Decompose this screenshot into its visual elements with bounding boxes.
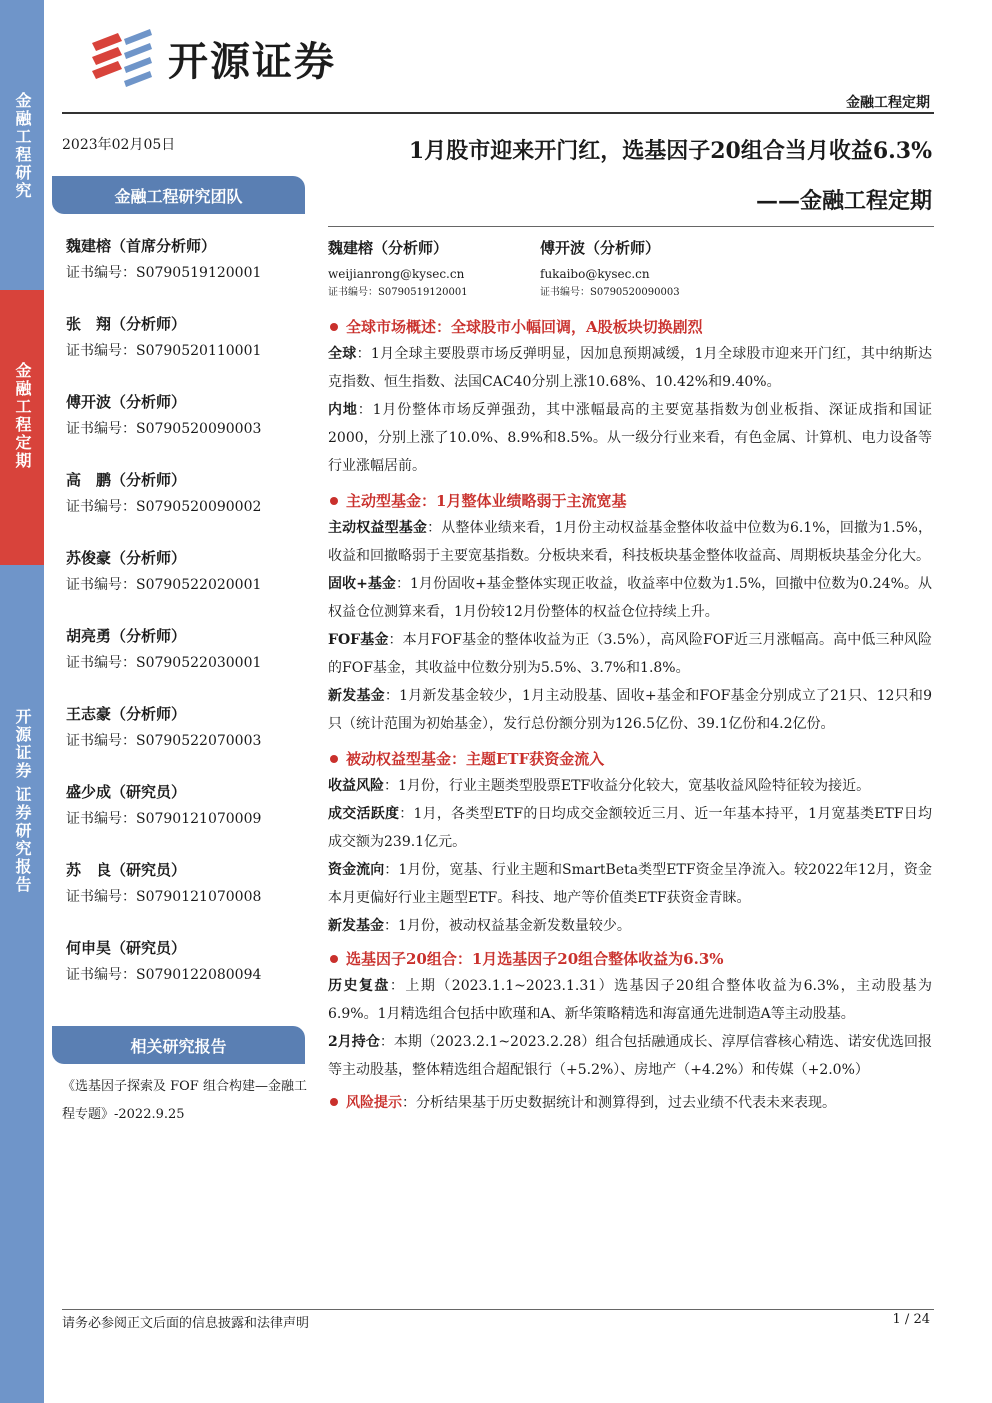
section-heading [328,946,932,972]
team-list [66,236,306,1016]
paragraph [328,340,932,396]
paragraph [328,912,932,940]
bullet-icon [330,497,338,505]
bullet-icon [330,955,338,963]
team-member-name: 王志豪（分析师） [66,705,187,723]
paragraph [328,772,932,800]
paragraph [328,800,932,856]
paragraph-text: ：1月新发基金较少，1月主动股基、固收+基金和FOF基金分别成立了21只、12只和9只（统计范围为初始基金），发行总份额分别为126.5亿份、39.1亿份和4.2亿份。 [328,688,932,732]
team-banner [52,176,305,214]
logo-icon [88,29,154,87]
header-tag: 金融工程定期 [846,95,930,111]
strip-label-bottom [0,708,44,894]
report-title: 1月股市迎来开门红，选基因子20组合当月收益6.3% [408,138,932,164]
analyst-cert: 证书编号：S0790520090003 [540,287,680,298]
risk-warning [328,1090,932,1116]
team-member [66,470,306,548]
team-member-name: 高 鹏（分析师） [66,471,187,489]
team-member [66,938,306,1016]
title-divider [328,226,934,227]
team-member-name: 胡亮勇（分析师） [66,627,187,645]
team-member [66,782,306,860]
team-member-name: 何申昊（研究员） [66,939,187,957]
team-member [66,314,306,392]
analyst-email[interactable]: fukaibo@kysec.cn [540,267,650,281]
paragraph [328,570,932,626]
team-member [66,704,306,782]
strip-bottom-text-2: 证券研究报告 [13,786,32,894]
paragraph-label: 内地 [328,402,358,418]
paragraph [328,514,932,570]
team-member [66,236,306,314]
strip-label-mid [0,362,44,470]
section-heading-text: 被动权益型基金：主题ETF获资金流入 [346,750,605,768]
section-heading-text: 主动型基金：1月整体业绩略弱于主流宽基 [346,492,627,510]
paragraph-label: FOF基金 [328,632,389,648]
brand-logo [88,28,336,88]
paragraph-label: 新发基金 [328,918,384,934]
paragraph [328,972,932,1028]
strip-mid-text: 金融工程定期 [13,362,32,470]
team-member-name: 苏 良（研究员） [66,861,187,879]
analyst-name: 傅开波（分析师） [540,239,661,257]
paragraph-text: ：1月，各类型ETF的日均成交金额较近三月、近一年基本持平，1月宽基类ETF日均成交额为239.1亿元。 [328,806,933,850]
paragraph-text: ：上期（2023.1.1~2023.1.31）选基因子20组合整体收益为6.3%，主动股基为6.9%。1月精选组合包括中欧瑾和A、新华策略精选和海富通先进制造A等主动股基。 [328,978,932,1022]
paragraph-text: ：1月全球主要股票市场反弹明显，因加息预期减缓，1月全球股市迎来开门红，其中纳斯达克指数、恒生指数、法国CAC40分别上涨10.68%、10.42%和9.40%。 [328,346,933,390]
related-banner [52,1026,305,1064]
team-member-cert: 证书编号：S0790520090003 [66,421,262,437]
team-member-cert: 证书编号：S0790519120001 [66,265,262,281]
paragraph-text: ：本月FOF基金的整体收益为正（3.5%），高风险FOF近三月涨幅高。高中低三种风险的FOF基金，其收益中位数分别为5.5%、3.7%和1.8%。 [328,632,932,676]
team-member [66,860,306,938]
paragraph [328,626,932,682]
section-heading-text: 选基因子20组合：1月选基因子20组合整体收益为6.3% [346,950,724,968]
section-heading-text: 全球市场概述：全球股市小幅回调，A股板块切换剧烈 [346,318,703,336]
related-report-link[interactable]: 《选基因子探索及 FOF 组合构建—金融工程专题》-2022.9.25 [62,1079,307,1122]
paragraph-text: ：1月份，行业主题类型股票ETF收益分化较大，宽基收益风险特征较为接近。 [384,778,871,794]
team-member-cert: 证书编号：S0790122080094 [66,967,262,983]
analyst-card [540,236,760,300]
section-heading [328,746,932,772]
analyst-cert: 证书编号：S0790519120001 [328,287,468,298]
brand-name: 开源证券 [168,38,336,85]
paragraph-text: ：1月份，宽基、行业主题和SmartBeta类型ETF资金呈净流入。较2022年12月，资金本月更偏好行业主题型ETF。科技、地产等价值类ETF获资金青睐。 [328,862,932,906]
analyst-name: 魏建榕（分析师） [328,239,449,257]
team-banner-title: 金融工程研究团队 [114,186,243,206]
paragraph [328,682,932,738]
team-member-cert: 证书编号：S0790522030001 [66,655,262,671]
bullet-icon [330,1098,338,1106]
paragraph-label: 固收+基金 [328,576,396,592]
team-member [66,392,306,470]
team-member [66,626,306,704]
team-member-cert: 证书编号：S0790520110001 [66,343,262,359]
related-banner-title: 相关研究报告 [130,1036,227,1056]
team-member [66,548,306,626]
report-date: 2023年02月05日 [62,137,176,153]
report-subtitle: ——金融工程定期 [755,188,932,214]
section-heading [328,314,932,340]
brand-logo-mark [88,29,154,87]
paragraph-text: ：1月份，被动权益基金新发数量较少。 [384,918,631,934]
strip-bottom-text-1: 开源证券 [13,708,32,780]
paragraph-label: 2月持仓 [328,1034,380,1050]
risk-label: 风险提示 [346,1095,402,1111]
team-member-name: 魏建榕（首席分析师） [66,237,217,255]
paragraph-text: ：1月份整体市场反弹强劲，其中涨幅最高的主要宽基指数为创业板指、深证成指和国证2000，分别上涨了10.0%、8.9%和8.5%。从一级分行业来看，有色金属、计算机、电力设备等行业涨幅居前。 [328,402,933,474]
paragraph-label: 主动权益型基金 [328,520,428,536]
bullet-icon [330,755,338,763]
footer-divider [62,1309,934,1310]
team-member-name: 傅开波（分析师） [66,393,187,411]
paragraph-label: 成交活跃度 [328,806,400,822]
header-divider [62,112,934,114]
section-heading [328,488,932,514]
paragraph-label: 历史复盘 [328,978,390,994]
team-member-name: 张 翔（分析师） [66,315,187,333]
paragraph-text: ：从整体业绩来看，1月份主动权益基金整体收益中位数为6.1%，回撤为1.5%，收益和回撤略弱于主要宽基指数。分板块来看，科技板块基金整体收益高、周期板块基金分化大。 [328,520,933,564]
team-member-cert: 证书编号：S0790121070009 [66,811,262,827]
footer-disclaimer: 请务必参阅正文后面的信息披露和法律声明 [62,1316,310,1331]
team-member-cert: 证书编号：S0790121070008 [66,889,262,905]
paragraph-text: ：本期（2023.2.1~2023.2.28）组合包括融通成长、淳厚信睿核心精选、诺安优选回报等主动股基，整体精选组合超配银行（+5.2%）、房地产（+4.2%）和传媒（+2.0%） [328,1034,932,1078]
analyst-card [328,236,548,300]
risk-text: ：分析结果基于历史数据统计和测算得到，过去业绩不代表未来表现。 [402,1095,836,1111]
team-member-name: 苏俊豪（分析师） [66,549,187,567]
paragraph-label: 新发基金 [328,688,385,704]
analyst-email[interactable]: weijianrong@kysec.cn [328,267,465,281]
paragraph [328,396,932,480]
team-member-cert: 证书编号：S0790520090002 [66,499,262,515]
page-number: 1 / 24 [892,1312,930,1327]
strip-top-text: 金融工程研究 [13,92,32,200]
team-member-cert: 证书编号：S0790522070003 [66,733,262,749]
strip-label-top [0,92,44,200]
left-strip-bottom [0,565,44,1403]
paragraph-label: 收益风险 [328,778,384,794]
paragraph-label: 全球 [328,346,357,362]
report-body [328,312,932,1116]
bullet-icon [330,323,338,331]
paragraph [328,1028,932,1084]
team-member-name: 盛少成（研究员） [66,783,187,801]
paragraph-label: 资金流向 [328,862,385,878]
paragraph-text: ：1月份固收+基金整体实现正收益，收益率中位数为1.5%，回撤中位数为0.24%。从权益仓位测算来看，1月份较12月份整体的权益仓位持续上升。 [328,576,932,620]
team-member-cert: 证书编号：S0790522020001 [66,577,262,593]
paragraph [328,856,932,912]
